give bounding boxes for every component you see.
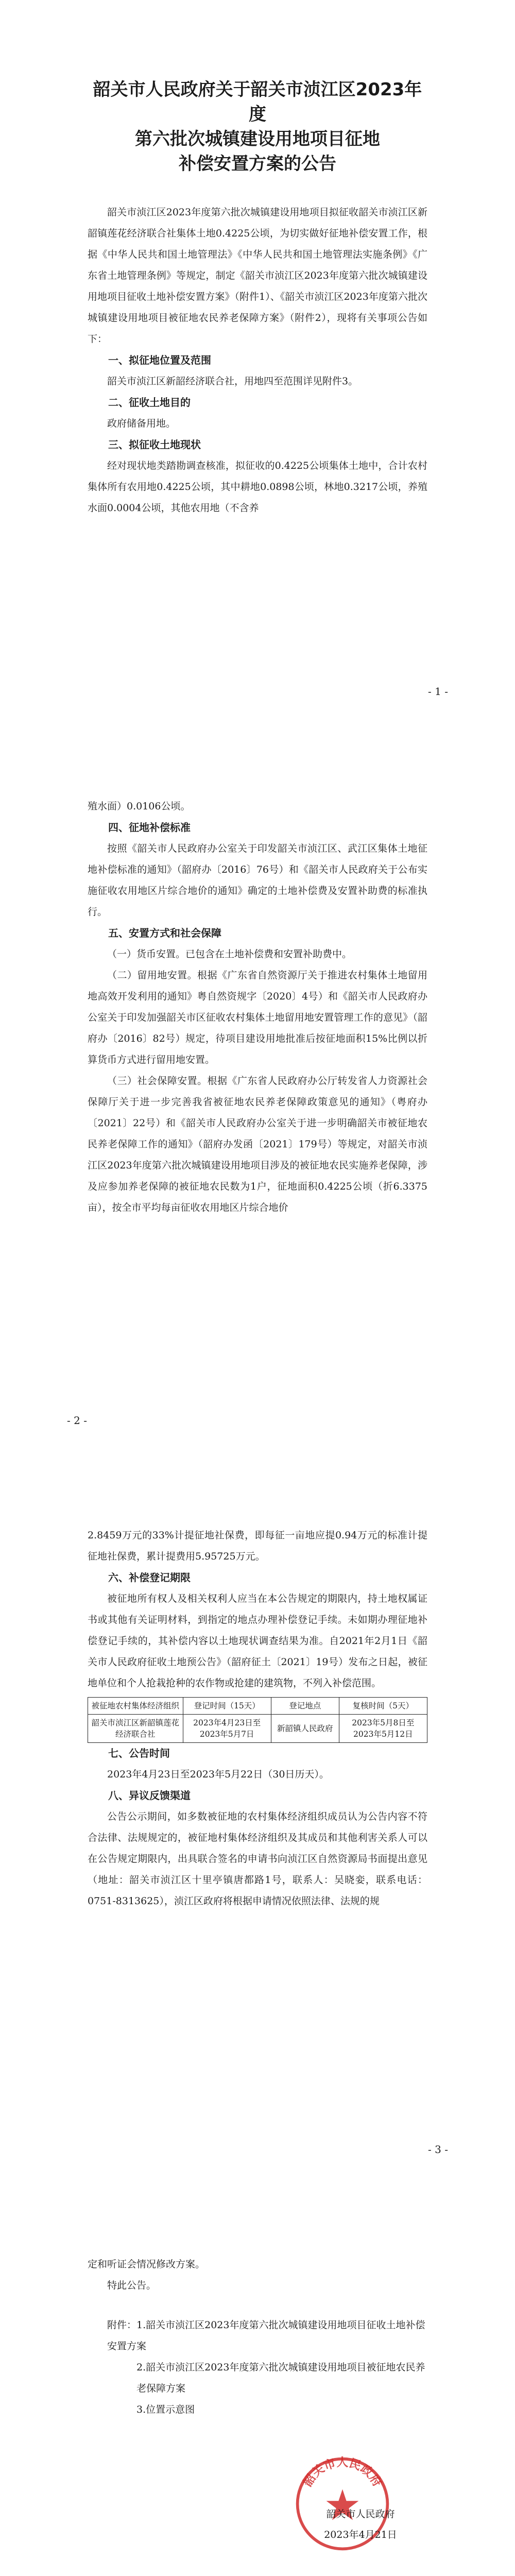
section-1-text: 韶关市浈江区新韶经济联合社，用地四至范围详见附件3。 (107, 376, 358, 387)
table-row (88, 1715, 427, 1743)
section-3-text-b: 殖水面）0.0106公顷。 (88, 801, 191, 812)
page-4 (0, 2187, 515, 2576)
seal-text: 韶关市人民政府 (301, 2455, 384, 2489)
closing-text: 特此公告。 (107, 2280, 157, 2291)
page-3 (0, 1458, 515, 2187)
section-5-text-3a: （三）社会保障安置。根据《广东省人民政府办公厅转发省人力资源社会保障厅关于进一步完善我省被征地农民养老保障政策意见的通知》（粤府办〔2021〕22号）和《韶关市人民政府办公室关于进一步明确韶关市被征地农民养老保障工作的通知》（韶府办发函〔2021〕179号）等规定，对韶关市浈江区2023年度第六批次城镇建设用地项目涉及的被征地农民实施养老保障，涉及应参加养老保障的被征地农民数为1户，征地面积0.4225公顷（折6.3375亩），按全市平均每亩征收农用地区片综合地价 (88, 1075, 427, 1213)
svg-text:韶关市人民政府 (301, 2456, 385, 2489)
issue-date: 2023年4月21日 (324, 2529, 397, 2540)
title-line-3: 补偿安置方案的公告 (179, 154, 336, 174)
page-4-content (88, 2254, 427, 2420)
table-cell: 新韶镇人民政府 (271, 1715, 339, 1743)
attachment-list (88, 2315, 427, 2420)
section-8-text-b: 定和听证会情况修改方案。 (88, 2259, 205, 2270)
attachment-item-3: 3.位置示意图 (136, 2404, 195, 2415)
page-2 (0, 729, 515, 1458)
section-8-heading: 八、异议反馈渠道 (108, 1789, 191, 1802)
table-header-cell: 登记时间（15天） (183, 1698, 271, 1715)
section-6-heading: 六、补偿登记期限 (108, 1571, 191, 1584)
page-1 (0, 0, 515, 729)
title-line-1: 韶关市人民政府关于韶关市浈江区2023年度 (93, 79, 422, 125)
section-6-text: 被征地所有权人及相关权利人应当在本公告规定的期限内，持土地权属证书或其他有关证明材料，到指定的地点办理补偿登记手续。未如期办理征地补偿登记手续的，其补偿内容以土地现状调查结果为准。自2021年2月1日《韶关市人民政府征收土地预公告》（韶府征土〔2021〕19号）发布之日起，被征地单位和个人抢栽抢种的农作物或抢建的建筑物，不列入补偿范围。 (88, 1593, 427, 1689)
attachment-item-2: 2.韶关市浈江区2023年度第六批次城镇建设用地项目被征地农民养老保障方案 (136, 2362, 425, 2394)
registration-table (88, 1697, 427, 1743)
section-5-text-3b: 2.8459万元的33%计提征地社保费，即每征一亩地应提0.94万元的标准计提征地社保费，累计提费用5.95725万元。 (88, 1530, 427, 1562)
section-5-text-2: （二）留用地安置。根据《广东省自然资源厅关于推进农村集体土地留用地高效开发利用的通知》粤自然资规字〔2020〕4号）和《韶关市人民政府办公室关于印发加强韶关市区征收农村集体土地留用地安置管理工作的意见》（韶府办〔2016〕82号）规定，待项目建设用地批准后按征地面积15%比例以折算货币方式进行留用地安置。 (88, 970, 427, 1065)
table-cell: 2023年4月23日至2023年5月7日 (183, 1715, 271, 1743)
section-8-text-a: 公告公示期间，如多数被征地的农村集体经济组织成员认为公告内容不符合法律、法规规定的，被征地村集体经济组织及其成员和其他利害关系人可以在公告规定期限内，出具联合签名的申请书向浈江区自然资源局书面提出意见（地址：韶关市浈江区十里亭镇唐都路1号，联系人：吴晓娈，联系电话：0751-8313625），浈江区政府将根据申请情况依照法律、法规的规 (88, 1811, 427, 1907)
section-2-heading: 二、征收土地目的 (108, 396, 191, 409)
page-title (88, 77, 427, 176)
section-4-heading: 四、征地补偿标准 (108, 821, 191, 834)
attachment-item-1: 附件：1.韶关市浈江区2023年度第六批次城镇建设用地项目征收土地补偿安置方案 (107, 2319, 425, 2352)
page-number-1: - 1 - (428, 685, 448, 698)
section-5-heading: 五、安置方式和社会保障 (108, 927, 221, 939)
table-header-cell: 登记地点 (271, 1698, 339, 1715)
section-5-text-1: （一）货币安置。已包含在土地补偿费和安置补助费中。 (107, 948, 352, 960)
intro-paragraph: 韶关市浈江区2023年度第六批次城镇建设用地项目拟征收韶关市浈江区新韶镇莲花经济联合社集体土地0.4225公顷，为切实做好征地补偿安置工作，根据《中华人民共和国土地管理法》《中华人民共和国土地管理法实施条例》《广东省土地管理条例》等规定，制定《韶关市浈江区2023年度第六批次城镇建设用地项目征收土地补偿安置方案》（附件1）、《韶关市浈江区2023年度第六批次城镇建设用地项目被征地农民养老保障方案》（附件2），现将有关事项公告如下： (88, 207, 427, 345)
section-3-text-a: 经对现状地类踏勘调查核准，拟征收的0.4225公顷集体土地中，合计农村集体所有农用地0.4225公顷，其中耕地0.0898公顷，林地0.3217公顷，养殖水面0.0004公顷，其他农用地（不含养 (88, 460, 427, 514)
title-line-2: 第六批次城镇建设用地项目征地 (135, 129, 380, 149)
table-cell: 2023年5月8日至2023年5月12日 (339, 1715, 427, 1743)
table-header-row (88, 1698, 427, 1715)
page-2-content (88, 796, 427, 1218)
section-7-heading: 七、公告时间 (108, 1747, 170, 1759)
section-2-text: 政府储备用地。 (107, 418, 176, 429)
table-header-cell: 被征地农村集体经济组织 (88, 1698, 183, 1715)
page-number-3: - 3 - (428, 2143, 448, 2156)
table-cell: 韶关市浈江区新韶镇莲花经济联合社 (88, 1715, 183, 1743)
table-header-cell: 复核时间（5天） (339, 1698, 427, 1715)
page-number-2: - 2 - (67, 1414, 87, 1427)
section-3-heading: 三、拟征收土地现状 (108, 438, 201, 451)
signature: 韶关市人民政府 (326, 2509, 395, 2520)
section-7-text: 2023年4月23日至2023年5月22日（30日历天）。 (107, 1769, 329, 1780)
page-3-content (88, 1525, 427, 1912)
section-4-text: 按照《韶关市人民政府办公室关于印发韶关市浈江区、武江区集体土地征地补偿标准的通知》（韶府办〔2016〕76号）和《韶关市人民政府关于公布实施征收农用地区片综合地价的通知》确定的土地补偿费及安置补助费的标准执行。 (88, 843, 427, 918)
page-1-content (88, 77, 427, 519)
section-1-heading: 一、拟征地位置及范围 (108, 354, 211, 366)
